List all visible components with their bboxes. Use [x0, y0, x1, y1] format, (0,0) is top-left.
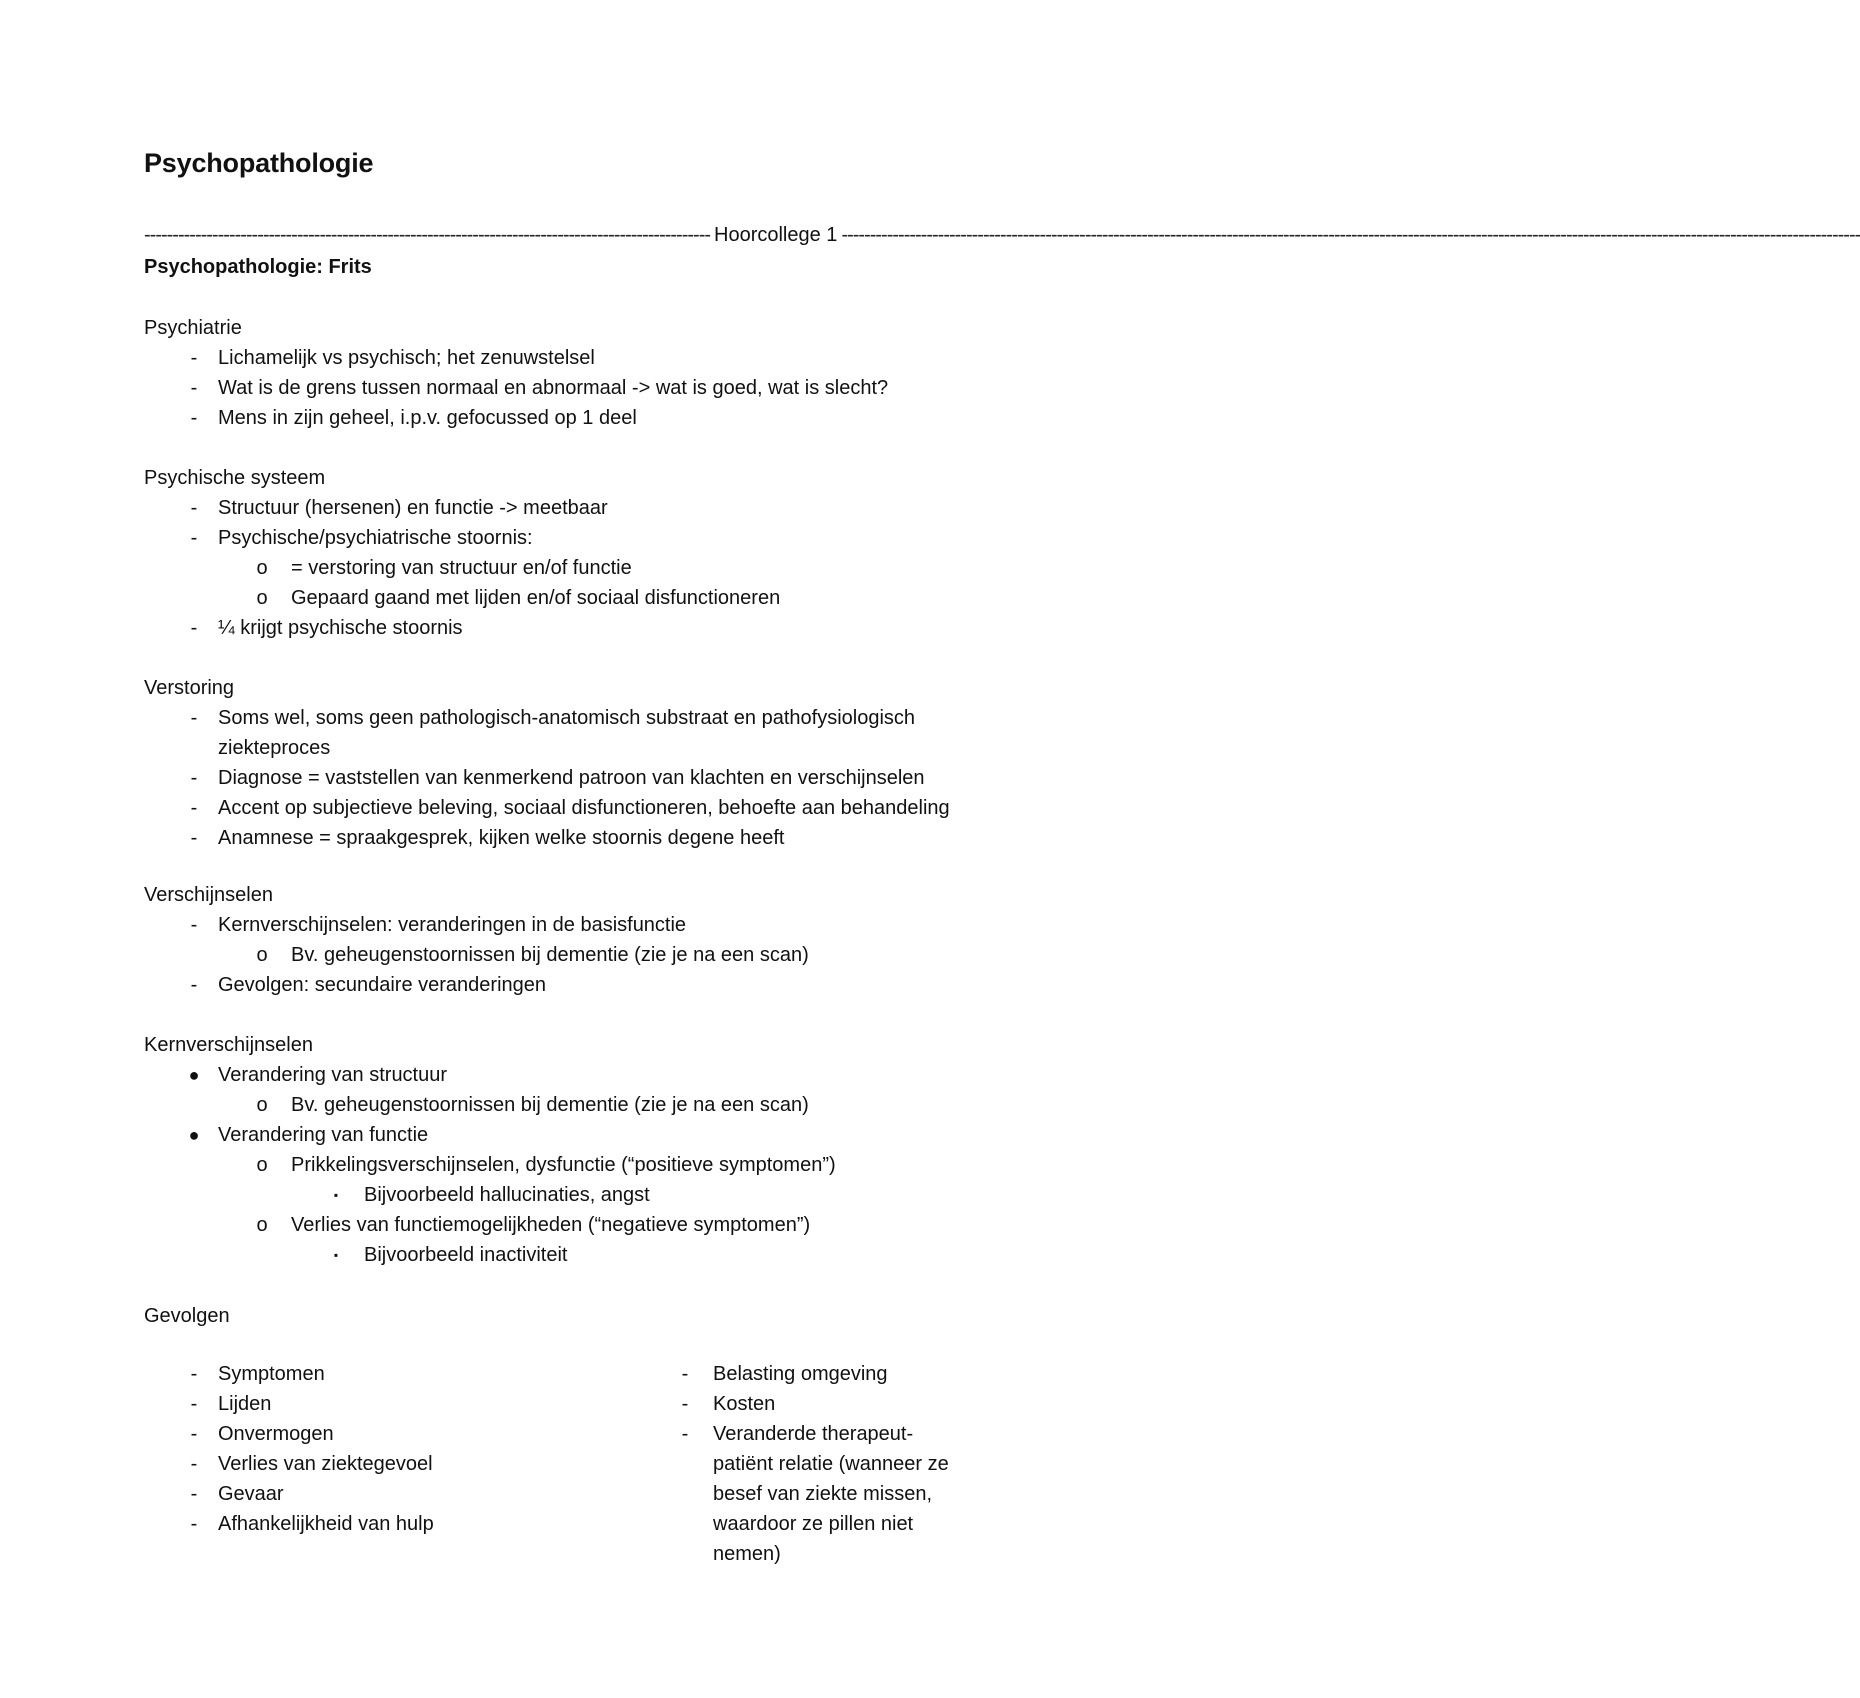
list-item: - Kosten	[640, 1389, 1060, 1419]
section-gevolgen	[144, 1301, 1064, 1331]
section-verschijnselen	[144, 880, 1064, 1000]
list-item: - Veranderde therapeut-patiënt relatie (wanneer ze besef van ziekte missen, waardoor ze pillen niet nemen)	[640, 1419, 973, 1569]
sub-list-item: o Gepaard gaand met lijden en/of sociaal disfunctioneren	[144, 583, 1064, 613]
section-heading: Psychische systeem	[144, 467, 326, 489]
circle-marker: o	[256, 1094, 268, 1116]
document-title: Psychopathologie	[144, 148, 374, 178]
bullet-marker: ●	[188, 1125, 200, 1145]
section-heading: Kernverschijnselen	[144, 1034, 313, 1056]
circle-marker: o	[256, 557, 268, 579]
sub-list-item: o = verstoring van structuur en/of functie	[144, 553, 1064, 583]
list-item: - Verlies van ziektegevoel	[144, 1449, 640, 1479]
sub-sub-list-item: ▪ Bijvoorbeeld hallucinaties, angst	[144, 1180, 1064, 1210]
section-heading: Psychiatrie	[144, 317, 242, 339]
dash-marker: -	[190, 617, 198, 639]
dash-marker: -	[190, 1363, 198, 1385]
dash-marker: -	[190, 1513, 198, 1535]
list-item: - Gevaar	[144, 1479, 640, 1509]
square-marker: ▪	[333, 1248, 339, 1262]
dash-marker: -	[190, 1393, 198, 1415]
sub-sub-list-item: ▪ Bijvoorbeeld inactiviteit	[144, 1240, 1064, 1270]
dash-marker: -	[190, 407, 198, 429]
circle-marker: o	[256, 1154, 268, 1176]
dash-marker: -	[190, 914, 198, 936]
section-verstoring	[144, 673, 1064, 853]
dash-marker: -	[190, 827, 198, 849]
section-psychische-systeem	[144, 463, 1064, 643]
list-item: - Belasting omgeving	[640, 1359, 1060, 1389]
list-item: - Symptomen	[144, 1359, 640, 1389]
list-item: - Structuur (hersenen) en functie -> meetbaar	[144, 493, 1064, 523]
gevolgen-column-left	[144, 1359, 640, 1569]
circle-marker: o	[256, 1214, 268, 1236]
list-item: - ¼ krijgt psychische stoornis	[144, 613, 1064, 643]
list-item: - Kernverschijnselen: veranderingen in de basisfunctie	[144, 910, 1064, 940]
sub-list-item: o Verlies van functiemogelijkheden (“negatieve symptomen”)	[144, 1210, 1064, 1240]
list-item: - Wat is de grens tussen normaal en abnormaal -> wat is goed, wat is slecht?	[144, 373, 1064, 403]
dash-marker: -	[681, 1363, 689, 1385]
gevolgen-columns	[144, 1359, 1064, 1569]
list-item: ● Verandering van functie	[144, 1120, 1064, 1150]
list-item: ● Verandering van structuur	[144, 1060, 1064, 1090]
dash-marker: -	[190, 1423, 198, 1445]
dash-marker: -	[681, 1423, 689, 1445]
section-kernverschijnselen	[144, 1030, 1064, 1270]
dash-marker: -	[681, 1393, 689, 1415]
list-item: - Mens in zijn geheel, i.p.v. gefocussed op 1 deel	[144, 403, 1064, 433]
lecture-subtitle: Psychopathologie: Frits	[144, 256, 372, 278]
circle-marker: o	[256, 587, 268, 609]
dash-marker: -	[190, 797, 198, 819]
dash-marker: -	[190, 527, 198, 549]
dash-marker: -	[190, 377, 198, 399]
dash-marker: -	[190, 707, 198, 729]
list-item: - Soms wel, soms geen pathologisch-anatomisch substraat en pathofysiologisch ziekteproces	[144, 703, 938, 763]
divider-line-left: ----------------------------------------------------------------------------------------------------	[144, 224, 711, 246]
section-heading: Gevolgen	[144, 1305, 230, 1327]
square-marker: ▪	[333, 1188, 339, 1202]
list-item: - Lichamelijk vs psychisch; het zenuwstelsel	[144, 343, 1064, 373]
list-item: - Diagnose = vaststellen van kenmerkend patroon van klachten en verschijnselen	[144, 763, 1064, 793]
circle-marker: o	[256, 944, 268, 966]
list-item: - Accent op subjectieve beleving, sociaal disfunctioneren, behoefte aan behandeling	[144, 793, 1064, 823]
section-divider	[144, 224, 1860, 247]
list-item: - Afhankelijkheid van hulp	[144, 1509, 640, 1539]
dash-marker: -	[190, 767, 198, 789]
divider-label: Hoorcollege 1	[714, 224, 838, 246]
section-heading: Verstoring	[144, 677, 235, 699]
sub-list-item: o Prikkelingsverschijnselen, dysfunctie (“positieve symptomen”)	[144, 1150, 1064, 1180]
dash-marker: -	[190, 974, 198, 996]
sub-list-item: o Bv. geheugenstoornissen bij dementie (zie je na een scan)	[144, 1090, 1064, 1120]
dash-marker: -	[190, 347, 198, 369]
dash-marker: -	[190, 1453, 198, 1475]
bullet-marker: ●	[188, 1065, 200, 1085]
list-item: - Anamnese = spraakgesprek, kijken welke stoornis degene heeft	[144, 823, 1064, 853]
section-heading: Verschijnselen	[144, 884, 273, 906]
section-psychiatrie	[144, 313, 1064, 433]
gevolgen-column-right	[640, 1359, 1060, 1569]
list-item: - Onvermogen	[144, 1419, 640, 1449]
list-item: - Lijden	[144, 1389, 640, 1419]
dash-marker: -	[190, 1483, 198, 1505]
list-item: - Psychische/psychiatrische stoornis:	[144, 523, 1064, 553]
divider-line-right: ------------------------------------------------------------------------------------------------------------------------------------------------------------------------------------	[841, 224, 1860, 246]
dash-marker: -	[190, 497, 198, 519]
sub-list-item: o Bv. geheugenstoornissen bij dementie (zie je na een scan)	[144, 940, 1064, 970]
list-item: - Gevolgen: secundaire veranderingen	[144, 970, 1064, 1000]
